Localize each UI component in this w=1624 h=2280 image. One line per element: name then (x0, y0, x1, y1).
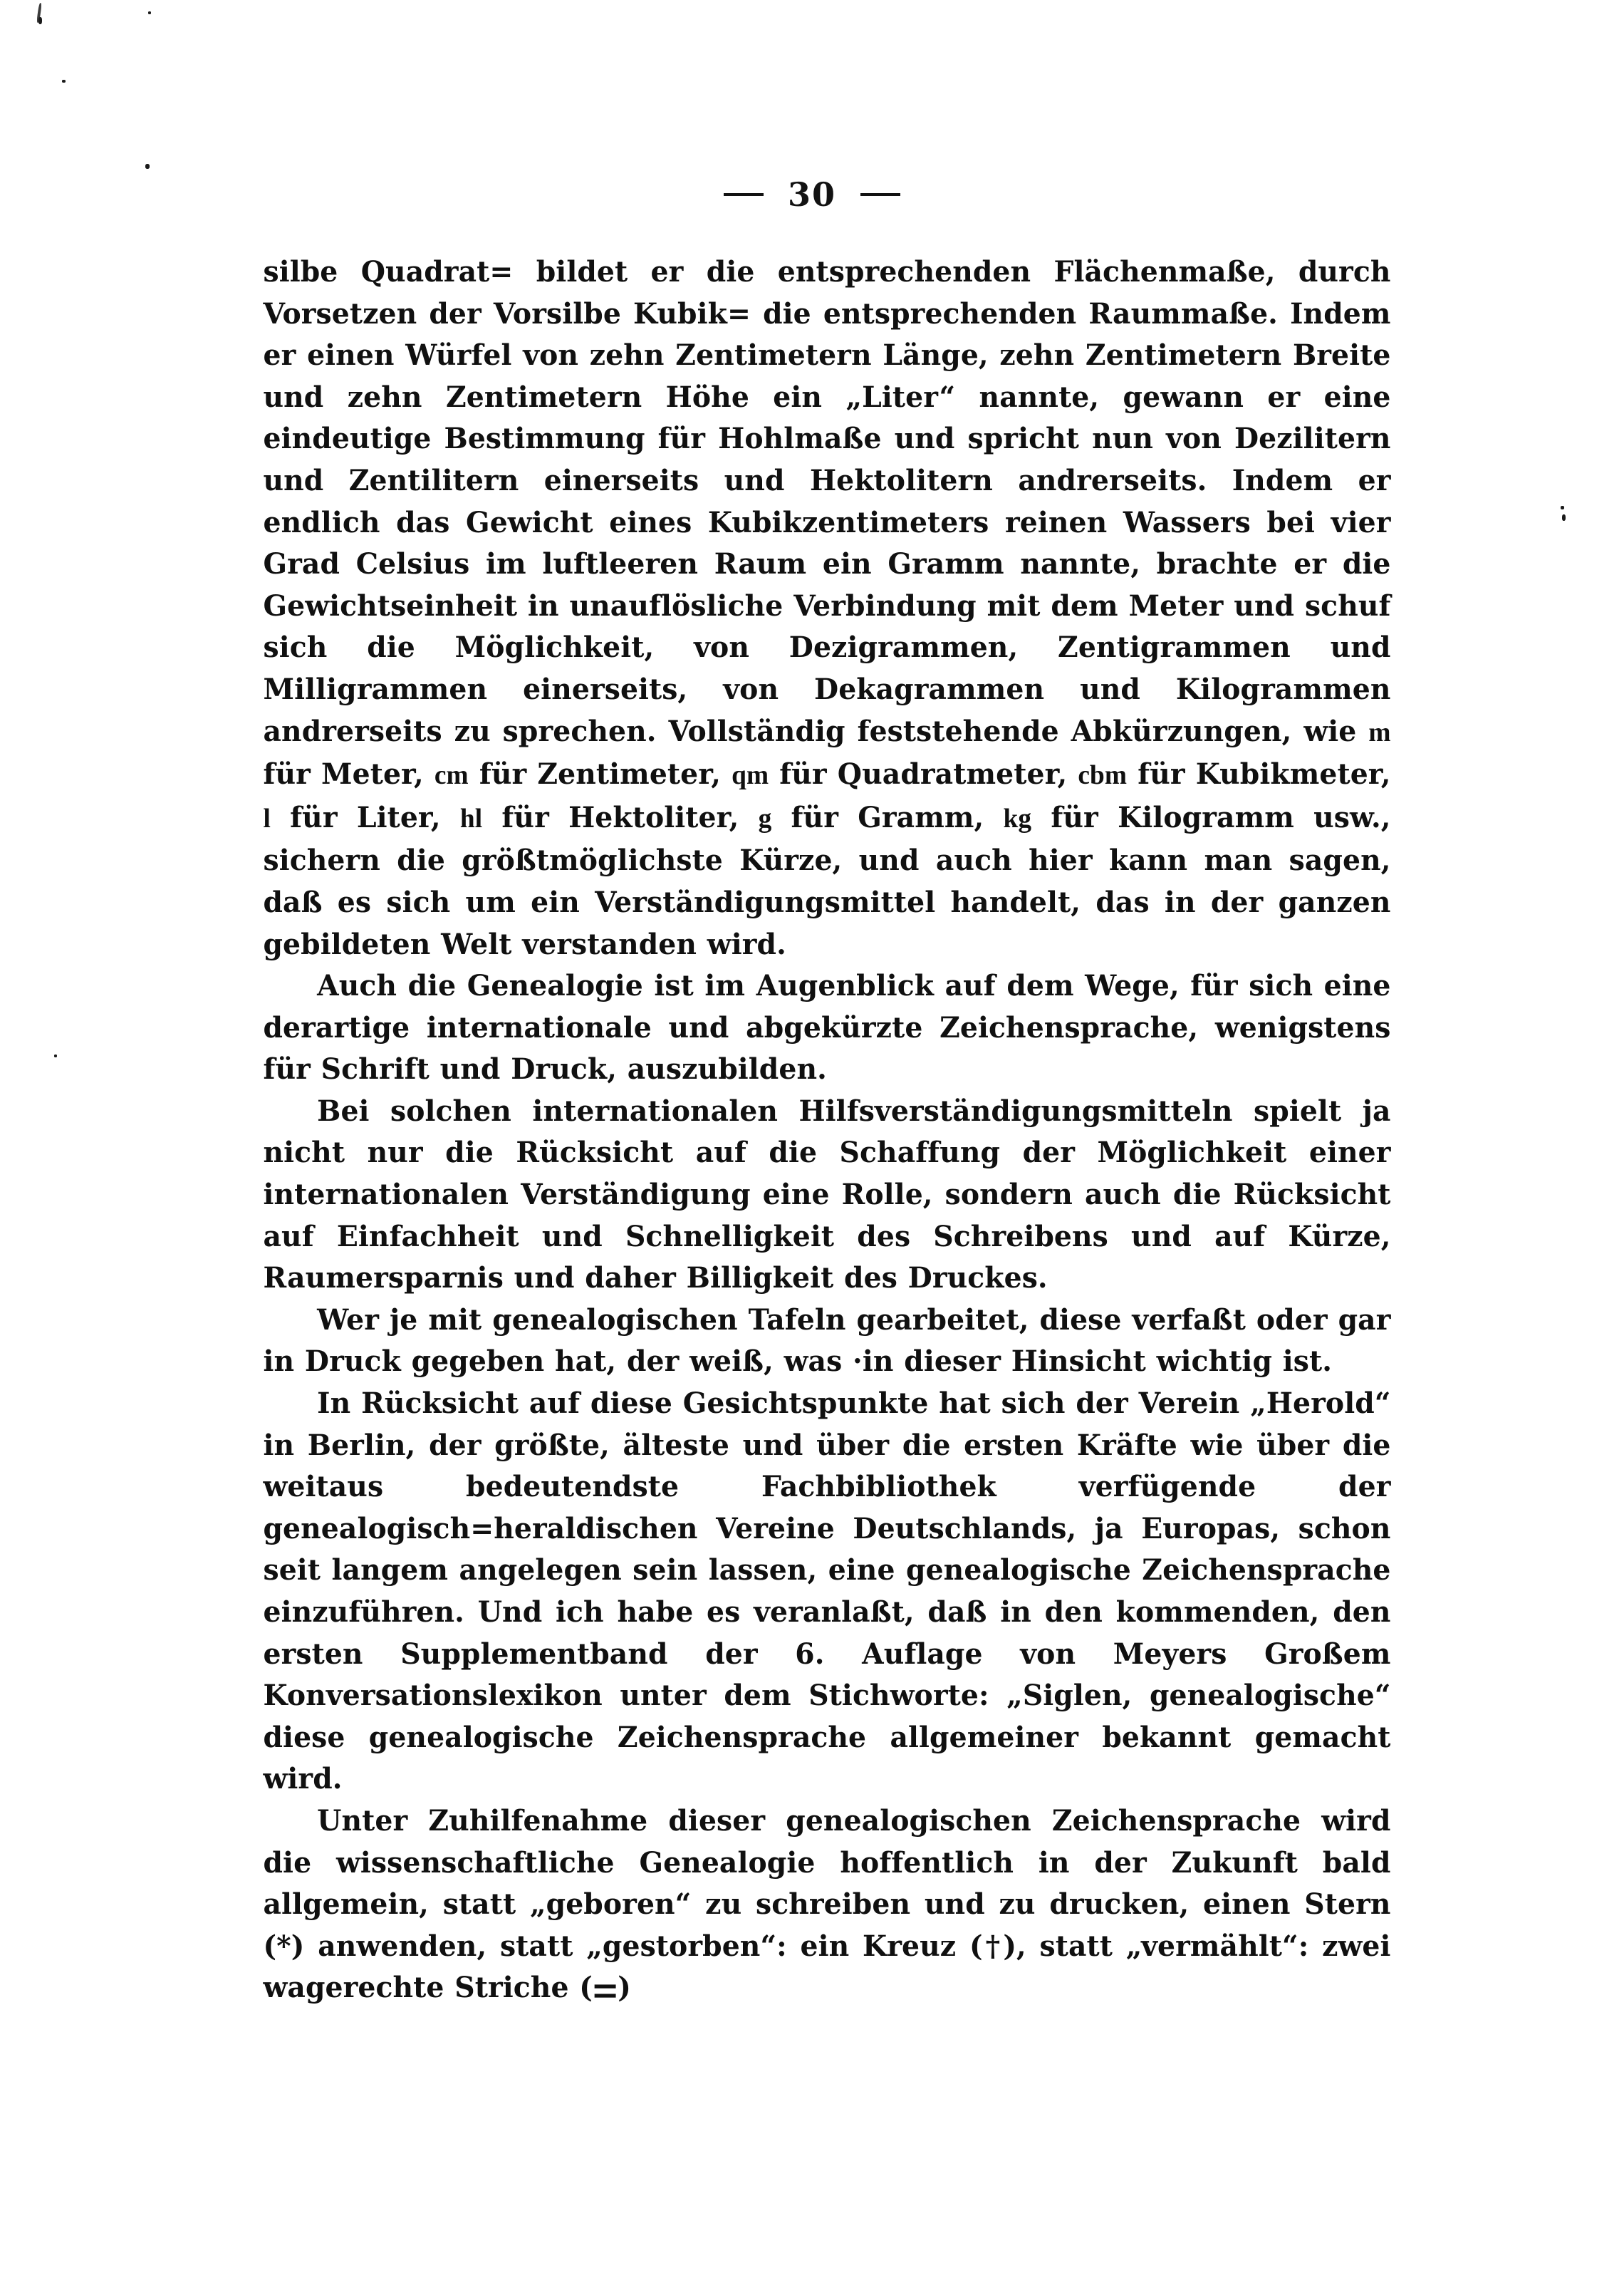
unit-abbreviation: g (758, 803, 772, 834)
scan-speckle (1562, 514, 1566, 521)
unit-abbreviation: cbm (1078, 760, 1128, 791)
header-rule-left (724, 193, 764, 196)
unit-abbreviation: qm (732, 760, 769, 791)
paragraph-2: Auch die Genealogie ist im Augenblick auf dem Wege, für sich eine derartige internationale und abgekürzte Zeichensprache, wenigstens für Schrift und Druck, auszubilden. (263, 968, 1391, 1087)
page-number: 30 (787, 175, 836, 214)
paragraph-3: Bei solchen internationalen Hilfsverständigungsmitteln spielt ja nicht nur die Rücksicht auf die Schaffung der Möglichkeit einer internationalen Verständigung eine Rolle, sondern auch die Rücksicht auf Einfachheit und Schnelligkeit des Schreibens und auf Kürze, Raumersparnis und daher Billigkeit des Druckes. (263, 1093, 1391, 1295)
paragraph-4: Wer je mit genealogischen Tafeln gearbeitet, diese verfaßt oder gar in Druck gegeben hat, der weiß, was ·in dieser Hinsicht wichtig ist. (263, 1302, 1391, 1379)
page-number-header (0, 175, 1624, 214)
scan-speckle (145, 164, 150, 169)
scan-speckle (1561, 506, 1564, 509)
scan-speckle (148, 11, 151, 14)
scan-speckle (38, 17, 42, 24)
scan-speckle (62, 80, 66, 83)
unit-abbreviation: l (263, 803, 271, 834)
body-text-block (246, 251, 1408, 2009)
unit-abbreviation: m (1368, 717, 1391, 747)
unit-abbreviation: kg (1003, 803, 1032, 834)
paragraph-1: silbe Quadrat= bildet er die entsprechenden Flächenmaße, durch Vorsetzen der Vorsilbe Kubik= die entsprechenden Raummaße. Indem er einen Würfel von zehn Zentimetern Länge, zehn Zentimetern Breite und zehn Zentimetern Höhe ein „Liter“ nannte, gewann er eine eindeutige Bestimmung für Hohlmaße und spricht nun von Dezilitern und Zentilitern einerseits und Hektolitern andrerseits. Indem er endlich das Gewicht eines Kubikzentimeters reinen Wassers bei vier Grad Celsius im luftleeren Raum ein Gramm nannte, brachte er die Gewichtseinheit in unauflösliche Verbindung mit dem Meter und schuf sich die Möglichkeit, von Dezigrammen, Zentigrammen und Milligrammen einerseits, von Dekagrammen und Kilogrammen andrerseits zu sprechen. Vollständig feststehende Abkürzungen, wie m für Meter, cm für Zentimeter, qm für Quadratmeter, cbm für Kubikmeter, l für Liter, hl für Hektoliter, g für Gramm, kg für Kilogramm usw., sichern die größtmöglichste Kürze, und auch hier kann man sagen, daß es sich um ein Verständigungsmittel handelt, das in der ganzen gebildeten Welt verstanden wird. (263, 254, 1391, 961)
paragraph-5: In Rücksicht auf diese Gesichtspunkte hat sich der Verein „Herold“ in Berlin, der größte, älteste und über die ersten Kräfte wie über die weitaus bedeutendste Fachbibliothek verfügende der genealogisch=heraldischen Vereine Deutschlands, ja Europas, schon seit langem angelegen sein lassen, eine genealogische Zeichensprache einzuführen. Und ich habe es veranlaßt, daß in den kommenden, den ersten Supplementband der 6. Auflage von Meyers Großem Konversationslexikon unter dem Stichworte: „Siglen, genealogische“ diese genealogische Zeichensprache allgemeiner bekannt gemacht wird. (263, 1386, 1391, 1796)
unit-abbreviation: hl (459, 803, 483, 834)
header-rule-right (860, 193, 900, 196)
scan-speckle (54, 1054, 57, 1057)
paragraph-6: Unter Zuhilfenahme dieser genealogischen Zeichensprache wird die wissenschaftliche Genealogie hoffentlich in der Zukunft bald allgemein, statt „geboren“ zu schreiben und zu drucken, einen Stern (*) anwenden, statt „gestorben“: ein Kreuz (†), statt „vermählt“: zwei wagerechte Striche (⚌) (263, 1803, 1391, 2005)
unit-abbreviation: cm (434, 760, 469, 791)
